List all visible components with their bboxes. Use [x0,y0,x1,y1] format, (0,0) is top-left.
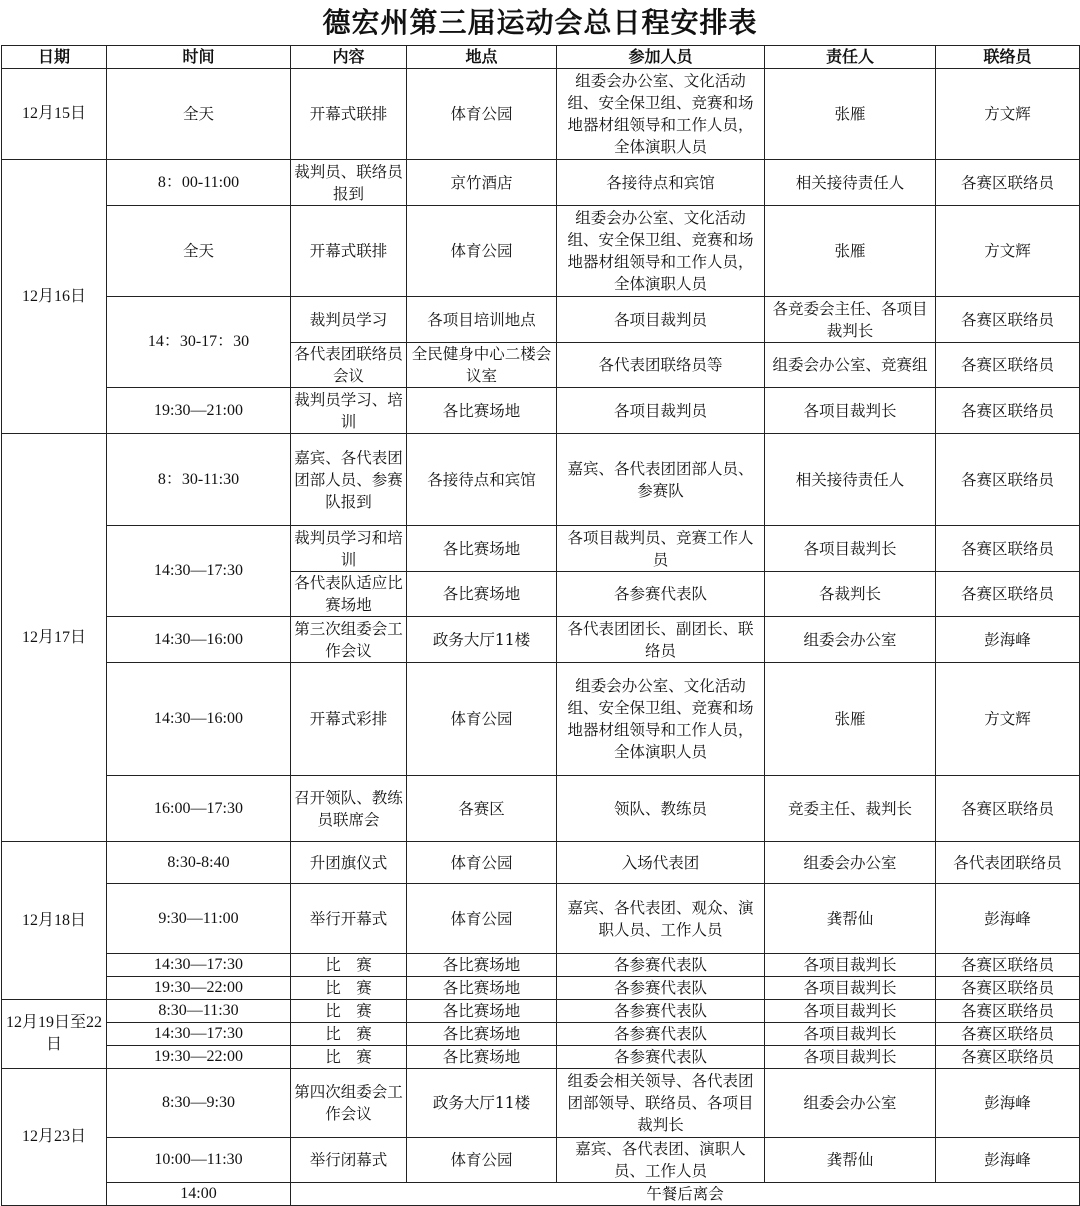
place-cell: 各比赛场地 [407,1046,557,1069]
table-row [2,388,1080,434]
table-row [2,1138,1080,1183]
content-cell: 比 赛 [291,1000,407,1023]
owner-cell: 组委会办公室 [765,1069,936,1138]
owner-cell: 各项目裁判长 [765,977,936,1000]
owner-cell: 各项目裁判长 [765,1023,936,1046]
people-cell: 领队、教练员 [557,776,765,842]
owner-cell: 龚帮仙 [765,1138,936,1183]
table-row [2,1069,1080,1138]
table-row [2,1000,1080,1023]
table-row [2,884,1080,954]
date-cell: 12月17日 [2,434,107,842]
liaison-cell: 各代表团联络员 [936,842,1080,884]
place-cell: 体育公园 [407,884,557,954]
table-row [2,663,1080,776]
owner-cell: 张雁 [765,206,936,297]
people-cell: 各参赛代表队 [557,1023,765,1046]
liaison-cell: 彭海峰 [936,884,1080,954]
owner-cell: 组委会办公室、竞赛组 [765,343,936,388]
time-cell: 9:30—11:00 [107,884,291,954]
people-cell: 各参赛代表队 [557,977,765,1000]
table-row [2,1046,1080,1069]
table-row [2,1183,1080,1206]
liaison-cell: 各赛区联络员 [936,572,1080,617]
content-cell: 各代表队适应比赛场地 [291,572,407,617]
owner-cell: 组委会办公室 [765,617,936,663]
liaison-cell: 各赛区联络员 [936,1023,1080,1046]
owner-cell: 竞委主任、裁判长 [765,776,936,842]
time-cell: 14:30—17:30 [107,1023,291,1046]
content-cell: 比 赛 [291,977,407,1000]
owner-cell: 张雁 [765,663,936,776]
time-cell: 14:30—17:30 [107,526,291,617]
time-cell: 全天 [107,69,291,160]
place-cell: 政务大厅11楼 [407,617,557,663]
content-cell: 举行闭幕式 [291,1138,407,1183]
table-row [2,526,1080,572]
place-cell: 体育公园 [407,206,557,297]
place-cell: 政务大厅11楼 [407,1069,557,1138]
owner-cell: 各项目裁判长 [765,1046,936,1069]
time-cell: 8：00-11:00 [107,160,291,206]
liaison-cell: 各赛区联络员 [936,434,1080,526]
table-row [2,297,1080,343]
liaison-cell: 方文辉 [936,69,1080,160]
place-cell: 各比赛场地 [407,977,557,1000]
owner-cell: 各裁判长 [765,572,936,617]
liaison-cell: 各赛区联络员 [936,343,1080,388]
table-row [2,69,1080,160]
liaison-cell: 各赛区联络员 [936,388,1080,434]
content-cell: 裁判员学习 [291,297,407,343]
time-cell: 14:00 [107,1183,291,1206]
liaison-cell: 各赛区联络员 [936,776,1080,842]
table-row [2,434,1080,526]
owner-cell: 各项目裁判长 [765,526,936,572]
people-cell: 嘉宾、各代表团、观众、演职人员、工作人员 [557,884,765,954]
place-cell: 各接待点和宾馆 [407,434,557,526]
time-cell: 16:00—17:30 [107,776,291,842]
owner-cell: 各竞委会主任、各项目裁判长 [765,297,936,343]
liaison-cell: 彭海峰 [936,617,1080,663]
content-cell: 裁判员学习和培训 [291,526,407,572]
header-time: 时间 [107,46,291,69]
time-cell: 全天 [107,206,291,297]
table-row [2,617,1080,663]
people-cell: 各项目裁判员 [557,388,765,434]
place-cell: 各比赛场地 [407,526,557,572]
time-cell: 14：30-17：30 [107,297,291,388]
content-cell: 比 赛 [291,1023,407,1046]
liaison-cell: 各赛区联络员 [936,1000,1080,1023]
place-cell: 各比赛场地 [407,1023,557,1046]
owner-cell: 张雁 [765,69,936,160]
place-cell: 各赛区 [407,776,557,842]
time-cell: 19:30—22:00 [107,1046,291,1069]
people-cell: 各参赛代表队 [557,1046,765,1069]
owner-cell: 龚帮仙 [765,884,936,954]
date-cell: 12月18日 [2,842,107,1000]
owner-cell: 各项目裁判长 [765,1000,936,1023]
content-cell: 升团旗仪式 [291,842,407,884]
liaison-cell: 各赛区联络员 [936,977,1080,1000]
place-cell: 各比赛场地 [407,954,557,977]
liaison-cell: 各赛区联络员 [936,1046,1080,1069]
place-cell: 各比赛场地 [407,572,557,617]
content-cell: 召开领队、教练员联席会 [291,776,407,842]
table-row [2,954,1080,977]
people-cell: 组委会办公室、文化活动组、安全保卫组、竞赛和场地器材组领导和工作人员，全体演职人员 [557,69,765,160]
time-cell: 8：30-11:30 [107,434,291,526]
table-row [2,776,1080,842]
time-cell: 8:30—11:30 [107,1000,291,1023]
liaison-cell: 方文辉 [936,206,1080,297]
content-cell: 各代表团联络员会议 [291,343,407,388]
people-cell: 组委会办公室、文化活动组、安全保卫组、竞赛和场地器材组领导和工作人员，全体演职人员 [557,206,765,297]
owner-cell: 相关接待责任人 [765,160,936,206]
content-cell: 比 赛 [291,1046,407,1069]
owner-cell: 相关接待责任人 [765,434,936,526]
content-cell: 比 赛 [291,954,407,977]
people-cell: 各代表团团长、副团长、联络员 [557,617,765,663]
people-cell: 入场代表团 [557,842,765,884]
date-cell: 12月16日 [2,160,107,434]
time-cell: 14:30—16:00 [107,617,291,663]
content-cell: 第四次组委会工作会议 [291,1069,407,1138]
content-cell: 开幕式彩排 [291,663,407,776]
header-content: 内容 [291,46,407,69]
content-cell: 午餐后离会 [291,1183,1080,1206]
place-cell: 体育公园 [407,69,557,160]
place-cell: 全民健身中心二楼会议室 [407,343,557,388]
people-cell: 各代表团联络员等 [557,343,765,388]
people-cell: 嘉宾、各代表团团部人员、参赛队 [557,434,765,526]
liaison-cell: 各赛区联络员 [936,297,1080,343]
time-cell: 14:30—17:30 [107,954,291,977]
header-row [2,46,1080,69]
header-owner: 责任人 [765,46,936,69]
people-cell: 各项目裁判员、竞赛工作人员 [557,526,765,572]
liaison-cell: 方文辉 [936,663,1080,776]
owner-cell: 组委会办公室 [765,842,936,884]
place-cell: 各项目培训地点 [407,297,557,343]
time-cell: 10:00—11:30 [107,1138,291,1183]
liaison-cell: 各赛区联络员 [936,526,1080,572]
date-cell: 12月15日 [2,69,107,160]
content-cell: 裁判员学习、培训 [291,388,407,434]
content-cell: 开幕式联排 [291,69,407,160]
place-cell: 体育公园 [407,1138,557,1183]
content-cell: 开幕式联排 [291,206,407,297]
content-cell: 举行开幕式 [291,884,407,954]
people-cell: 各参赛代表队 [557,1000,765,1023]
date-cell: 12月23日 [2,1069,107,1206]
time-cell: 14:30—16:00 [107,663,291,776]
content-cell: 第三次组委会工作会议 [291,617,407,663]
table-row [2,160,1080,206]
place-cell: 体育公园 [407,663,557,776]
time-cell: 19:30—22:00 [107,977,291,1000]
owner-cell: 各项目裁判长 [765,954,936,977]
time-cell: 8:30—9:30 [107,1069,291,1138]
people-cell: 组委会相关领导、各代表团团部领导、联络员、各项目裁判长 [557,1069,765,1138]
liaison-cell: 彭海峰 [936,1069,1080,1138]
table-row [2,1023,1080,1046]
place-cell: 体育公园 [407,842,557,884]
place-cell: 京竹酒店 [407,160,557,206]
header-date: 日期 [2,46,107,69]
date-cell: 12月19日至22日 [2,1000,107,1069]
content-cell: 嘉宾、各代表团团部人员、参赛队报到 [291,434,407,526]
schedule-table [1,45,1080,1206]
content-cell: 裁判员、联络员报到 [291,160,407,206]
liaison-cell: 彭海峰 [936,1138,1080,1183]
header-people: 参加人员 [557,46,765,69]
people-cell: 组委会办公室、文化活动组、安全保卫组、竞赛和场地器材组领导和工作人员，全体演职人员 [557,663,765,776]
table-row [2,842,1080,884]
place-cell: 各比赛场地 [407,1000,557,1023]
people-cell: 各参赛代表队 [557,572,765,617]
header-liaison: 联络员 [936,46,1080,69]
header-place: 地点 [407,46,557,69]
people-cell: 嘉宾、各代表团、演职人员、工作人员 [557,1138,765,1183]
liaison-cell: 各赛区联络员 [936,160,1080,206]
table-row [2,977,1080,1000]
page-title: 德宏州第三届运动会总日程安排表 [322,6,758,39]
time-cell: 8:30-8:40 [107,842,291,884]
time-cell: 19:30—21:00 [107,388,291,434]
liaison-cell: 各赛区联络员 [936,954,1080,977]
owner-cell: 各项目裁判长 [765,388,936,434]
table-row [2,206,1080,297]
people-cell: 各接待点和宾馆 [557,160,765,206]
people-cell: 各项目裁判员 [557,297,765,343]
place-cell: 各比赛场地 [407,388,557,434]
people-cell: 各参赛代表队 [557,954,765,977]
